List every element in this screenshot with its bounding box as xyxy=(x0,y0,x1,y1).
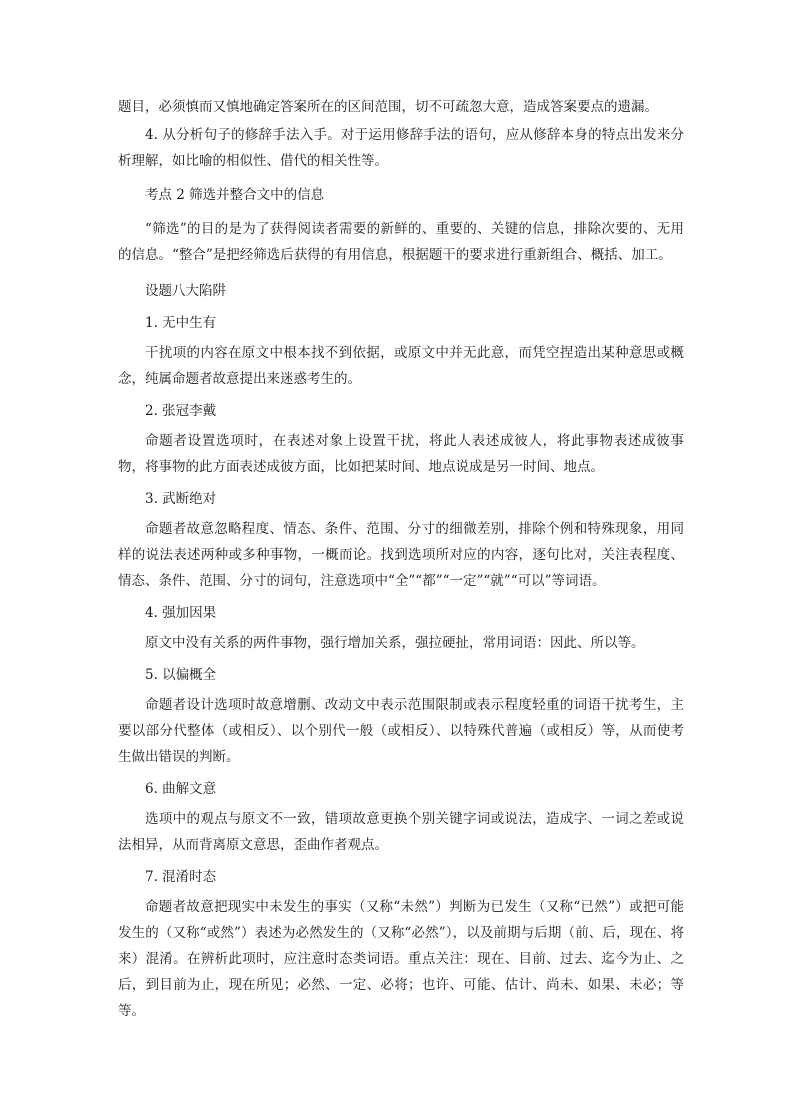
item-heading: 7. 混淆时态 xyxy=(145,869,217,885)
paragraph: 命题者设计选项时故意增删、改动文中表示范围限制或表示程度轻重的词语干扰考生，主要以部分代整体（或相反）、以个别代一般（或相反）、以特殊代普遍（或相反）等，从而使考生做出错误的判断。 xyxy=(118,697,684,765)
item-heading: 5. 以偏概全 xyxy=(145,667,217,683)
paragraph: 命题者故意忽略程度、情态、条件、范围、分寸的细微差别，排除个例和特殊现象，用同样的说法表述两种或多种事物，一概而论。找到选项所对应的内容，逐句比对，关注表程度、情态、条件、范围、分寸的词句，注意选项中“全”“都”“一定”“就”“可以”等词语。 xyxy=(118,521,684,589)
item-heading: 2. 张冠李戴 xyxy=(145,403,217,419)
item-heading: 1. 无中生有 xyxy=(145,315,217,331)
item-heading: 6. 曲解文意 xyxy=(145,781,217,797)
paragraph: 干扰项的内容在原文中根本找不到依据，或原文中并无此意，而凭空捏造出某种意思或概念，纯属命题者故意提出来迷惑考生的。 xyxy=(118,345,684,387)
list-paragraph: 4. 从分析句子的修辞手法入手。对于运用修辞手法的语句，应从修辞本身的特点出发来分析理解，如比喻的相似性、借代的相关性等。 xyxy=(118,127,684,169)
paragraph: 命题者故意把现实中未发生的事实（又称“未然”）判断为已发生（又称“已然”）或把可能发生的（又称“或然”）表述为必然发生的（又称“必然”），以及前期与后期（前、后，现在、将来）混淆。在辨析此项时，应注意时态类词语。重点关注：现在、目前、过去、迄今为止、之后，到目前为止，现在所见；必然、一定、必将；也许、可能、估计、尚未、如果、未必；等等。 xyxy=(118,899,684,1019)
sub-heading: 设题八大陷阱 xyxy=(145,283,226,299)
document-body xyxy=(118,94,684,1026)
paragraph: 命题者设置选项时，在表述对象上设置干扰，将此人表述成彼人，将此事物表述成彼事物，将事物的此方面表述成彼方面，比如把某时间、地点说成是另一时间、地点。 xyxy=(118,433,684,475)
section-heading: 考点 2 筛选并整合文中的信息 xyxy=(145,187,325,203)
paragraph: 选项中的观点与原文不一致，错项故意更换个别关键字词或说法，造成字、一词之差或说法相异，从而背离原文意思，歪曲作者观点。 xyxy=(118,811,684,853)
paragraph: 原文中没有关系的两件事物，强行增加关系，强拉硬扯，常用词语：因此、所以等。 xyxy=(145,635,645,651)
paragraph: “筛选”的目的是为了获得阅读者需要的新鲜的、重要的、关键的信息，排除次要的、无用的信息。“整合”是把经筛选后获得的有用信息，根据题干的要求进行重新组合、概括、加工。 xyxy=(118,221,684,263)
item-heading: 3. 武断绝对 xyxy=(145,491,217,507)
item-heading: 4. 强加因果 xyxy=(145,605,217,621)
paragraph: 题目，必须慎而又慎地确定答案所在的区间范围，切不可疏忽大意，造成答案要点的遗漏。 xyxy=(118,99,658,115)
